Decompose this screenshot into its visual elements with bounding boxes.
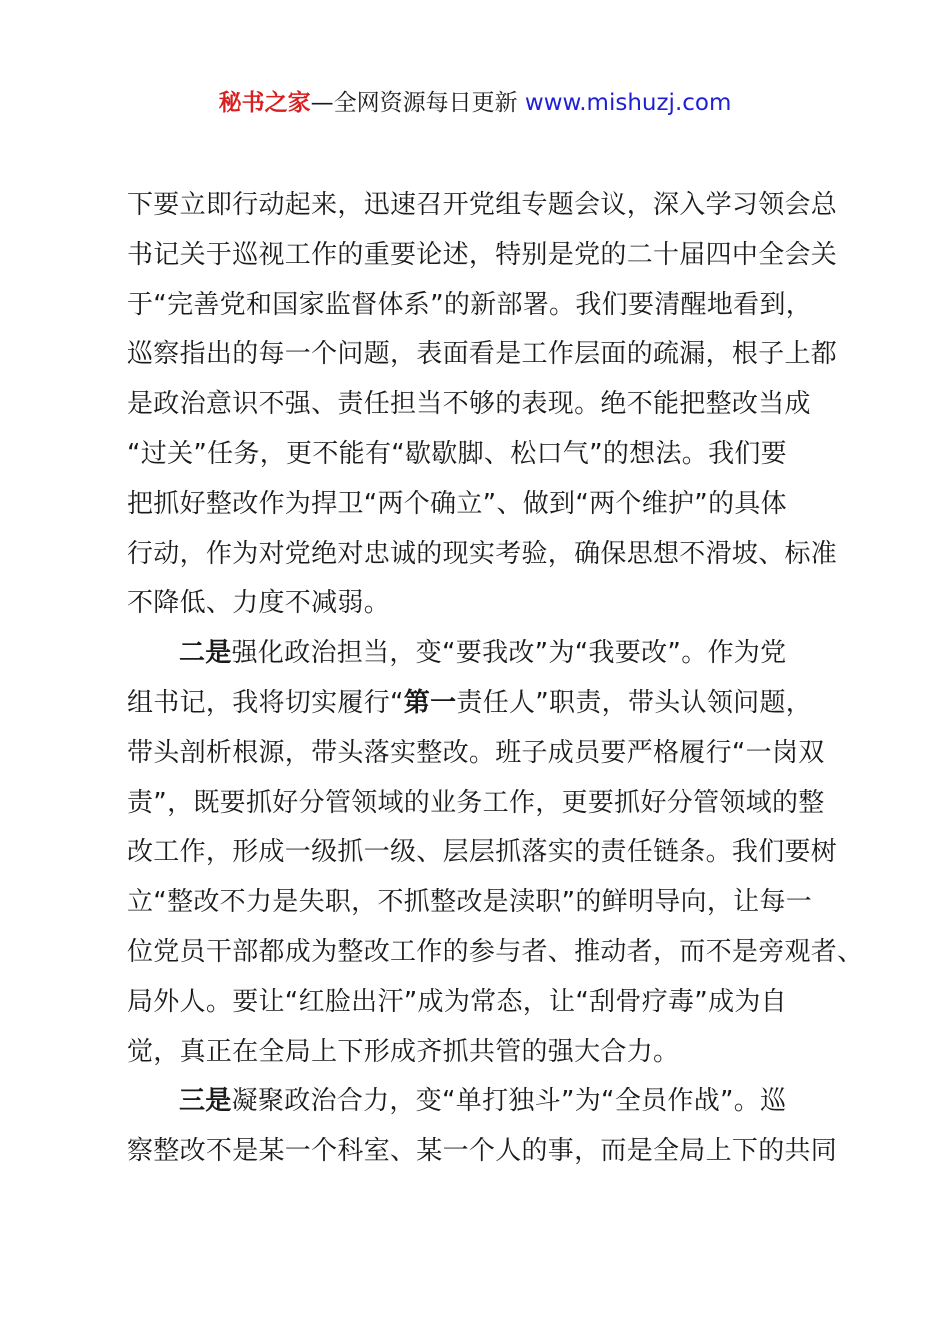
text-line: 下要立即行动起来，迅速召开党组专题会议，深入学习领会总 [127,190,838,220]
paragraph-start-point-3: 三是凝聚政治合力，变“单打独斗”为“全员作战”。巡 [179,1086,787,1117]
text-line: 把抓好整改作为捍卫“两个确立”、做到“两个维护”的具体 [127,488,787,519]
header-tagline: —全网资源每日更新 [310,90,518,116]
text-line: 带头剖析根源，带头落实整改。班子成员要严格履行“一岗双 [127,737,825,768]
text-line: 行动，作为对党绝对忠诚的现实考验，确保思想不滑坡、标准 [127,538,838,569]
brand-name: 秘书之家 [218,90,311,116]
text-line: 觉，真正在全局上下形成齐抓共管的强大合力。 [127,1036,680,1067]
text-line: 局外人。要让“红脸出汗”成为常态，让“刮骨疗毒”成为自 [127,986,787,1017]
emphasis-text: 第一 [403,687,457,718]
document-body [127,181,864,1177]
point-label: 三是 [179,1086,232,1117]
text-line: 改工作，形成一级抓一级、层层抓落实的责任链条。我们要树 [127,837,838,868]
text-line: 书记关于巡视工作的重要论述，特别是党的二十届四中全会关 [127,239,838,270]
text-line: 立“整改不力是失职，不抓整改是渎职”的鲜明导向，让每一 [127,887,813,918]
paragraph-start-point-2: 二是强化政治担当，变“要我改”为“我要改”。作为党 [179,638,787,669]
point-label: 二是 [179,638,232,669]
text-line: 是政治意识不强、责任担当不够的表现。绝不能把整改当成 [127,389,811,420]
site-url-link[interactable]: www.mishuzj.com [524,90,732,116]
text-line: 组书记，我将切实履行“第一责任人”职责，带头认领问题， [127,687,813,718]
text-line: 不降低、力度不减弱。 [127,588,391,619]
text-line: 于“完善党和国家监督体系”的新部署。我们要清醒地看到， [127,289,813,320]
text-line: 察整改不是某一个科室、某一个人的事，而是全局上下的共同 [127,1136,838,1167]
page-header [0,86,950,120]
text-line: 责”，既要抓好分管领域的业务工作，更要抓好分管领域的整 [127,787,825,818]
text-line: “过关”任务，更不能有“歇歇脚、松口气”的想法。我们要 [127,438,787,469]
text-line: 巡察指出的每一个问题，表面看是工作层面的疏漏，根子上都 [127,339,838,370]
text-line: 位党员干部都成为整改工作的参与者、推动者，而不是旁观者、 [127,936,864,967]
